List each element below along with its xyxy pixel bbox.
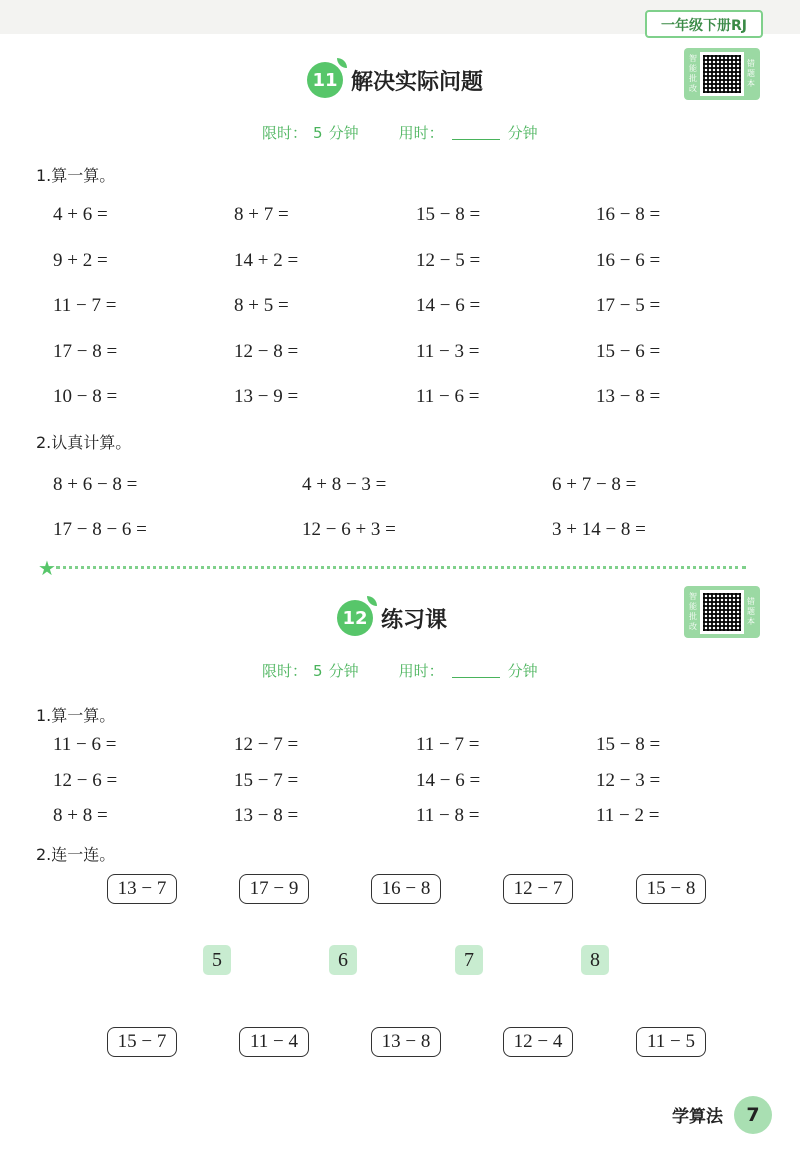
equation-item: 6 + 7 − 8 = (552, 474, 637, 495)
equation-item: 11 − 3 = (416, 340, 480, 362)
equation-item: 10 − 8 = (53, 386, 118, 407)
qr-right-label: 错题本 (747, 597, 755, 626)
bottom-expression-box[interactable]: 11 − 4 (239, 1027, 309, 1057)
qr-code-icon[interactable] (700, 52, 744, 96)
answer-number-chip[interactable]: 5 (203, 945, 231, 975)
time-line (262, 660, 538, 681)
time-used-unit: 分钟 (507, 124, 538, 142)
equation-item: 11 − 6 = (53, 734, 117, 755)
equation-item: 11 − 7 = (416, 734, 480, 755)
section-12-title (337, 598, 447, 638)
star-icon: ★ (38, 556, 56, 580)
equation-item: 14 − 6 = (416, 295, 481, 316)
time-used-unit: 分钟 (507, 662, 538, 680)
part2-heading: 2.连一连。 (36, 845, 116, 864)
part1-heading: 1.算一算。 (36, 166, 116, 185)
time-used-label: 用时： (398, 662, 444, 680)
equation-item: 3 + 14 − 8 = (552, 519, 646, 540)
equation-item: 13 − 8 = (234, 805, 299, 826)
qr-right-label: 错题本 (747, 59, 755, 88)
top-expression-box[interactable]: 12 − 7 (503, 874, 573, 904)
answer-number-chip[interactable]: 7 (455, 945, 483, 975)
answer-number-chip[interactable]: 8 (581, 945, 609, 975)
equation-item: 15 − 8 = (596, 734, 661, 755)
equation-item: 14 − 6 = (416, 769, 481, 791)
bottom-expression-box[interactable]: 11 − 5 (636, 1027, 706, 1057)
equation-item: 17 − 5 = (596, 295, 661, 316)
equation-item: 4 + 6 = (53, 204, 108, 225)
bottom-expression-box[interactable]: 12 − 4 (503, 1027, 573, 1057)
equation-item: 12 − 6 + 3 = (302, 519, 396, 540)
equation-item: 16 − 8 = (596, 204, 661, 225)
bottom-expression-box[interactable]: 13 − 8 (371, 1027, 441, 1057)
grade-tab: 一年级下册RJ (645, 10, 763, 38)
time-used-blank[interactable] (452, 125, 500, 140)
bottom-expression-box[interactable]: 15 − 7 (107, 1027, 177, 1057)
qr-code-icon[interactable] (700, 590, 744, 634)
equation-item: 12 − 7 = (234, 734, 299, 755)
qr-left-label: 智能批改 (689, 54, 697, 93)
equation-item: 11 − 6 = (416, 386, 480, 407)
equation-item: 12 − 5 = (416, 249, 481, 271)
equation-item: 13 − 8 = (596, 386, 661, 407)
answer-number-chip[interactable]: 6 (329, 945, 357, 975)
equation-item: 4 + 8 − 3 = (302, 474, 387, 495)
time-used-blank[interactable] (452, 663, 500, 678)
equation-item: 8 + 8 = (53, 805, 108, 826)
equation-item: 12 − 3 = (596, 769, 661, 791)
time-limit-label: 限时： (262, 124, 308, 142)
part2-heading: 2.认真计算。 (36, 433, 132, 452)
qr-code-block[interactable] (684, 586, 760, 638)
equation-item: 11 − 8 = (416, 805, 480, 826)
top-expression-box[interactable]: 16 − 8 (371, 874, 441, 904)
equation-item: 17 − 8 − 6 = (53, 519, 147, 540)
equation-item: 8 + 7 = (234, 204, 289, 225)
equation-item: 12 − 6 = (53, 769, 118, 791)
dotted-divider (56, 566, 746, 569)
section-11-title (307, 60, 483, 100)
time-limit-label: 限时： (262, 662, 308, 680)
equation-item: 12 − 8 = (234, 340, 299, 362)
equation-item: 14 + 2 = (234, 249, 299, 271)
equation-item: 11 − 2 = (596, 805, 660, 826)
qr-left-label: 智能批改 (689, 592, 697, 631)
time-limit-value: 5 (313, 661, 323, 680)
equation-item: 8 + 6 − 8 = (53, 474, 138, 495)
footer-label: 学算法 (672, 1107, 723, 1127)
time-limit-unit: 分钟 (328, 124, 359, 142)
section-title-text: 解决实际问题 (351, 69, 484, 95)
equation-item: 11 − 7 = (53, 295, 117, 316)
equation-item: 15 − 7 = (234, 769, 299, 791)
page-number: 7 (734, 1096, 772, 1134)
equation-item: 16 − 6 = (596, 249, 661, 271)
section-number-badge: 11 (307, 62, 343, 98)
equation-item: 13 − 9 = (234, 386, 299, 407)
time-limit-unit: 分钟 (328, 662, 359, 680)
time-used-label: 用时： (398, 124, 444, 142)
equation-item: 17 − 8 = (53, 340, 118, 362)
qr-code-block[interactable] (684, 48, 760, 100)
section-title-text: 练习课 (381, 607, 448, 633)
time-limit-value: 5 (313, 123, 323, 142)
equation-item: 9 + 2 = (53, 249, 108, 271)
part1-heading: 1.算一算。 (36, 706, 116, 725)
top-expression-box[interactable]: 17 − 9 (239, 874, 309, 904)
equation-item: 15 − 6 = (596, 340, 661, 362)
time-line (262, 122, 538, 143)
equation-item: 8 + 5 = (234, 295, 289, 316)
top-expression-box[interactable]: 13 − 7 (107, 874, 177, 904)
top-expression-box[interactable]: 15 − 8 (636, 874, 706, 904)
equation-item: 15 − 8 = (416, 204, 481, 225)
section-number-badge: 12 (337, 600, 373, 636)
